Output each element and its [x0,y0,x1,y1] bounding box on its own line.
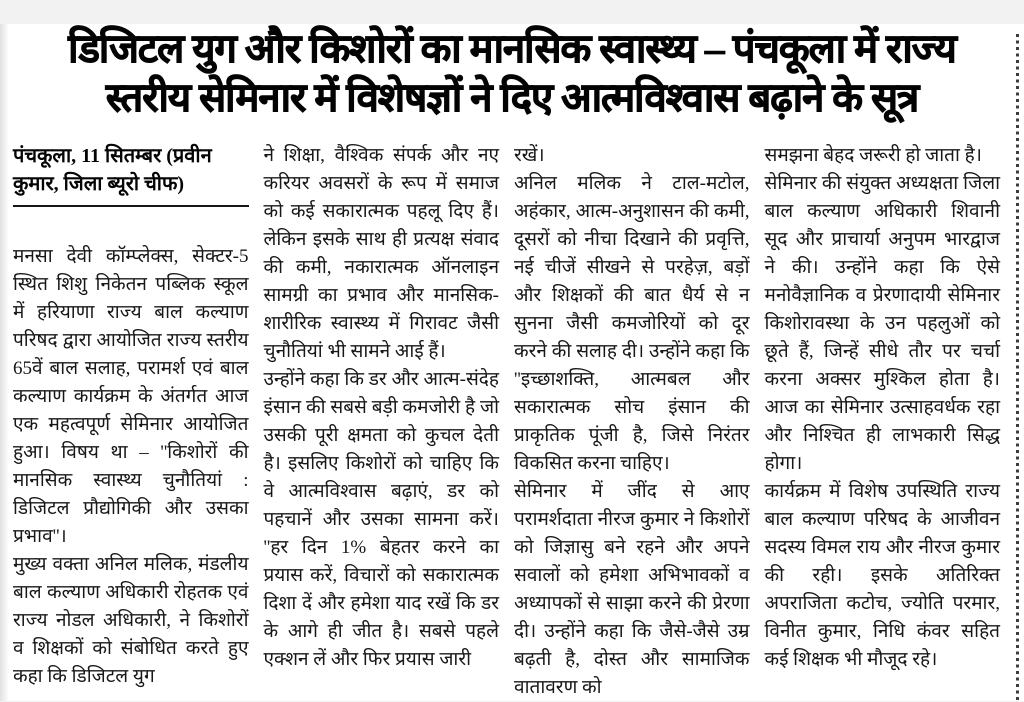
paragraph: समझना बेहद जरूरी हो जाता है। [764,145,982,166]
article-columns [0,132,1024,702]
scan-edge-shading [0,24,9,701]
paragraph: मुख्य वक्ता अनिल मलिक, मंडलीय बाल कल्याण अधिकारी रोहतक एवं राज्य नोडल अधिकारी, ने किशोरों व शिक्षकों को संबोधित करते हुए कहा कि डिजिटल युग [13,554,249,687]
column-2 [264,142,500,702]
right-dotted-column-rule [1016,34,1019,701]
paragraph: रखें। [514,145,545,166]
column-3 [514,142,750,702]
paragraph: कार्यक्रम में विशेष उपस्थिति राज्य बाल कल्याण परिषद के आजीवन सदस्य विमल राय और नीरज कुमार की रही। इसके अतिरिक्त अपराजिता कटोच, ज्योति परमार, विनीत कुमार, निधि कंवर सहित कई शिक्षक भी मौजूद रहे। [764,481,1000,670]
paragraph: मनसा देवी कॉम्प्लेक्स, सेक्टर-5 स्थित शिशु निकेतन पब्लिक स्कूल में हरियाणा राज्य बाल कल्याण परिषद द्वारा आयोजित राज्य स्तरीय 65वें बाल सलाह, परामर्श एवं बाल कल्याण कार्यक्रम के अंतर्गत आज एक महत्वपूर्ण सेमिनार आयोजित हुआ। विषय था – ''किशोरों की मानसिक स्वास्थ्य चुनौतियां : डिजिटल प्रौद्योगिकी और उसका प्रभाव''। [13,246,249,547]
paragraph: उन्होंने कहा कि डर और आत्म-संदेह इंसान की सबसे बड़ी कमजोरी है जो उसकी पूरी क्षमता को कुचल देती है। इसलिए किशोरों को चाहिए कि वे आत्मविश्वास बढ़ाएं, डर को पहचानें और उसका सामना करें। ''हर दिन 1% बेहतर करने का प्रयास करें, विचारों को सकारात्मक दिशा दें और हमेशा याद रखें कि डर के आगे ही जीत है। सबसे पहले एक्शन लें और फिर प्रयास जारी [263,369,499,670]
paragraph: सेमिनार की संयुक्त अध्यक्षता जिला बाल कल्याण अधिकारी शिवानी सूद और प्राचार्या अनुपम भारद्वाज ने की। उन्होंने कहा कि ऐसे मनोवैज्ञानिक व प्रेरणादायी सेमिनार किशोरावस्था के उन पहलुओं को छूते हैं, जिन्हें सीधे तौर पर चर्चा करना अक्सर मुश्किल होता है। आज का सेमिनार उत्साहवर्धक रहा और निश्चित ही लाभकारी सिद्ध होगा। [764,173,1000,474]
column-1 [13,142,249,702]
dateline: पंचकूला, 11 सितम्बर (प्रवीन कुमार, जिला ब्यूरो चीफ) [13,142,249,207]
newspaper-clipping [0,24,1024,701]
paragraph: अनिल मलिक ने टाल-मटोल, अहंकार, आत्म-अनुशासन की कमी, दूसरों को नीचा दिखाने की प्रवृत्ति, नई चीजें सीखने से परहेज़, बड़ों और शिक्षकों की बात धैर्य से न सुनना जैसी कमजोरियों को दूर करने की सलाह दी। उन्होंने कहा कि ''इच्छाशक्ति, आत्मबल और सकारात्मक सोच इंसान की प्राकृतिक पूंजी है, जिसे निरंतर विकसित करना चाहिए। [514,173,750,474]
article-headline: डिजिटल युग और किशोरों का मानसिक स्वास्थ्य – पंचकूला में राज्य स्तरीय सेमिनार में विशेषज्ञों ने दिए आत्मविश्वास बढ़ाने के सूत्र [68,26,956,120]
paragraph: सेमिनार में जींद से आए परामर्शदाता नीरज कुमार ने किशोरों को जिज्ञासु बने रहने और अपने सवालों को हमेशा अभिभावकों व अध्यापकों से साझा करने की प्रेरणा दी। उन्होंने कहा कि जैसे-जैसे उम्र बढ़ती है, दोस्त और सामाजिक वातावरण को [514,481,750,698]
column-4 [765,142,1001,702]
paragraph: ने शिक्षा, वैश्विक संपर्क और नए करियर अवसरों के रूप में समाज को कई सकारात्मक पहलू दिए हैं। लेकिन इसके साथ ही प्रत्यक्ष संवाद की कमी, नकारात्मक ऑनलाइन सामग्री का प्रभाव और मानसिक-शारीरिक स्वास्थ्य में गिरावट जैसी चुनौतियां भी सामने आई हैं। [263,145,499,362]
